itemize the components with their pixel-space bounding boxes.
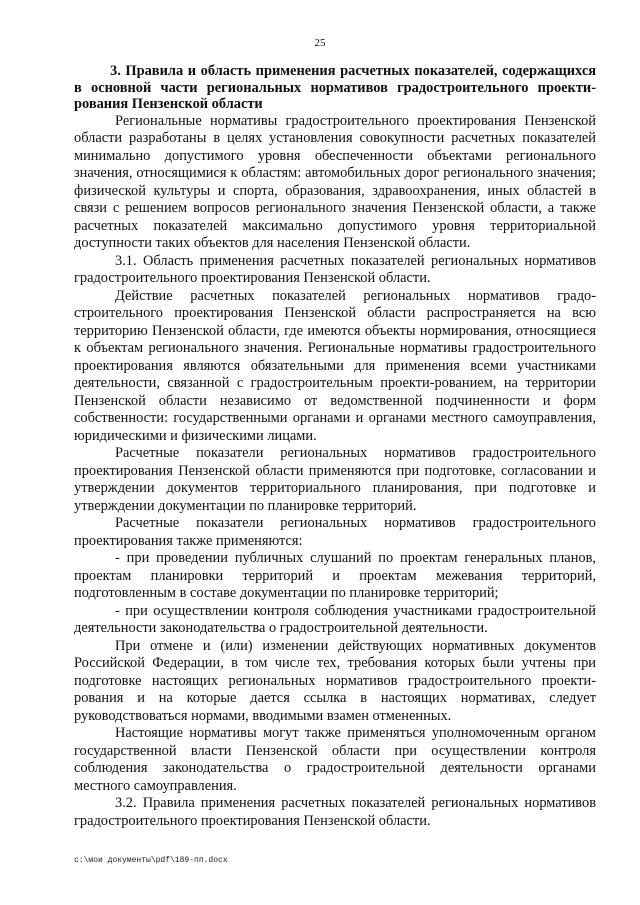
footer-file-path: c:\мои документы\pdf\189-пп.docx <box>74 856 228 865</box>
paragraph-scope: Действие расчетных показателей региональных нормативов градо-строительного проектирования Пензенской области распространяется на всю территорию Пензенской области, где имеются объекты нормирования, относящиеся к объектам регионального значения. Региональные нормативы градостроительного проектирования являются обязательными для применения всеми участниками деятельности, связанной с градостроительным проекти-рованием, на территории Пензенской области независимо от ведомственной подчиненности и форм собственности: государственными органами и органами местного самоуправления, юридическими и физическими лицами. <box>74 287 596 444</box>
list-item-public-hearings: - при проведении публичных слушаний по проектам генеральных планов, проектам планировки территорий и проектам межевания территорий, подготовленным в составе документации по планировке территорий; <box>74 550 596 602</box>
paragraph-3-2: 3.2. Правила применения расчетных показателей региональных нормативов градостроительного проектирования Пензенской области. <box>74 795 596 829</box>
document-body <box>74 63 596 830</box>
page-number: 25 <box>314 37 326 49</box>
paragraph-cancellation: При отмене и (или) изменении действующих нормативных документов Российской Федерации, в том числе тех, требования которых были учтены при подготовке настоящих региональных нормативов градостроительного проекти-рования и на которые дается ссылка в настоящих нормативах, следует руководствоваться нормами, вводимыми взамен отмененных. <box>74 637 596 724</box>
paragraph-application: Расчетные показатели региональных нормативов градостроительного проектирования Пензенской области применяются при подготовке, согласовании и утверждении документов территориального планирования, при подготовке и утверждении документации по планировке территорий. <box>74 445 596 514</box>
paragraph-intro: Региональные нормативы градостроительного проектирования Пензенской области разработаны в целях установления совокупности расчетных показателей минимально допустимого уровня обеспеченности объектами регионального значения, относящимися к областям: автомобильных дорог регионального значения; физической культуры и спорта, образования, здравоохранения, иных областей в связи с решением вопросов регионального значения Пензенской области, а также расчетных показателей максимально допустимого уровня территориальной доступности таких объектов для населения Пензенской области. <box>74 112 596 252</box>
paragraph-authority: Настоящие нормативы могут также применяться уполномоченным органом государственной власти Пензенской области при осуществлении контроля соблюдения законодательства о градостроительной деятельности органами местного самоуправления. <box>74 725 596 794</box>
paragraph-3-1: 3.1. Область применения расчетных показателей региональных нормативов градостроительного проектирования Пензенской области. <box>74 252 596 287</box>
list-item-control: - при осуществлении контроля соблюдения участниками градостроительной деятельности законодательства о градостроительной деятельности. <box>74 602 596 637</box>
section-heading: 3. Правила и область применения расчетных показателей, содержащихся в основной части региональных нормативов градостроительного проекти-рования Пензенской области <box>74 63 596 113</box>
paragraph-also-applied: Расчетные показатели региональных нормативов градостроительного проектирования также применяются: <box>74 515 596 549</box>
